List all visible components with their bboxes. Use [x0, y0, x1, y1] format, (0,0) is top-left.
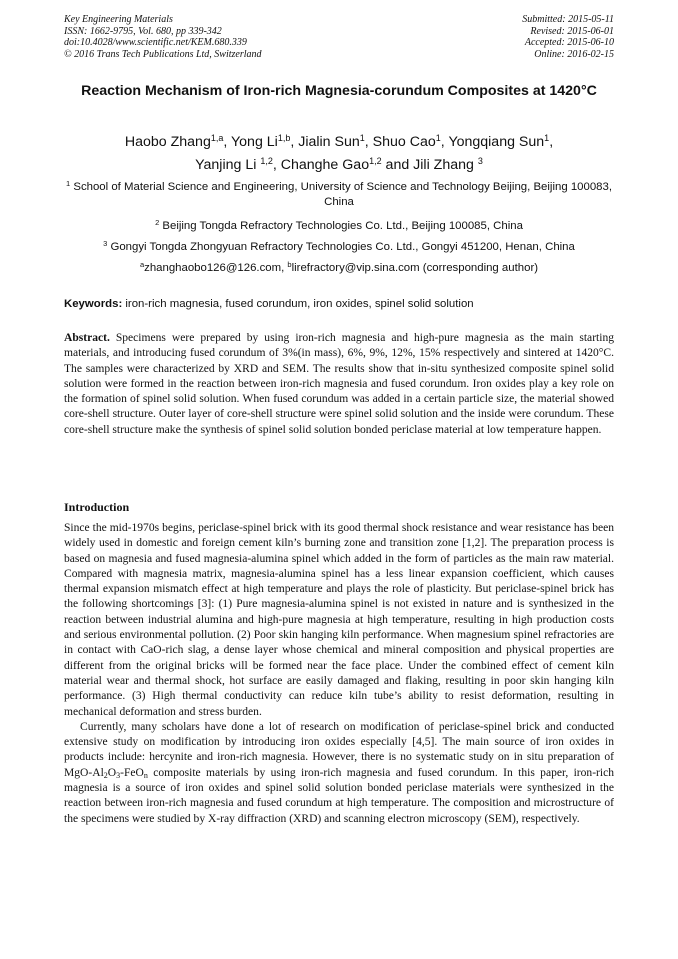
author: Yong Li$^{1,b}$,: [231, 133, 299, 150]
intro-paragraph-1: Since the mid-1970s begins, periclase-spinel brick with its good thermal shock resistance and wear resistance has been widely used in domestic and foreign cement kiln’s burning zone and transition zone [1,2]. The preparation process is based on magnesia and fused magnesia-alumina spinel which added in the form of particles as the main raw material. Compared with magnesia matrix, magnesia-alumina spinel has a less linear expansion coefficient, which causes thermal expansion mismatch effect at high temperature and plays the role of plasticity. But periclase-spinel brick has the following shortcomings [3]: (1) Pure magnesia-alumina spinel is not existed in nature and is synthesized in the reaction between industrial alumina and high-pure magnesia at high temperature, resulting in high production costs and serious environmental pollution. (2) Poor skin hanging kiln performance. When magnesium spinel refractories are in contact with CaO-rich slag, a dense layer whose chemical and mineral composition and physical properties are different from the original bricks will be formed near the face place. Under the combined effect of cement kiln material wear and thermal shock, hot surface are easily damaged and flaking, resulting in poor skin hanging kiln performance. (3) High thermal conductivity can reduce kiln tube’s ability to resist deformation, resulting in mechanical deformation and stress burden.: [64, 522, 614, 718]
abstract-label: Abstract.: [64, 332, 110, 344]
copyright-line: © 2016 Trans Tech Publications Ltd, Switzerland: [64, 48, 262, 60]
author: Jialin Sun$^1$,: [298, 133, 373, 150]
abstract: [64, 331, 614, 438]
author-emails: $^a$zhanghaobo126@126.com, $^b$lirefractory@vip.sina.com (corresponding author): [139, 260, 539, 274]
submitted-date: Submitted: 2015-05-11: [522, 14, 614, 25]
author: Yanjing Li $^{1,2}$,: [195, 156, 281, 173]
affiliation-3: $^3$ Gongyi Tongda Zhongyuan Refractory Technologies Co. Ltd., Gongyi 451200, Henan, China: [103, 239, 575, 253]
online-date: Online: 2016-02-15: [534, 48, 614, 60]
author: Haobo Zhang$^{1,a}$,: [124, 133, 231, 150]
affiliation-2: $^2$ Beijing Tongda Refractory Technologies Co. Ltd., Beijing 100085, China: [155, 218, 523, 232]
author: Jili Zhang $^3$: [413, 156, 483, 173]
author-list: [64, 131, 614, 177]
author: Shuo Cao$^1$,: [372, 133, 449, 150]
author: Yongqiang Sun$^1$,: [448, 133, 554, 150]
revised-date: Revised: 2015-06-01: [530, 25, 614, 37]
journal-name: Key Engineering Materials: [64, 14, 173, 25]
accepted-date: Accepted: 2015-06-10: [524, 37, 614, 48]
paper-title: Reaction Mechanism of Iron-rich Magnesia-corundum Composites at 1420°C: [81, 83, 597, 99]
abstract-text: Specimens were prepared by using iron-rich magnesia and high-pure magnesia as the main starting materials, and introducing fused corundum of 3%(in mass), 6%, 9%, 12%, 15% respectively and sintered at 1420°C. The samples were characterized by XRD and SEM. The results show that in-situ synthesized composite spinel solid solution were formed in the reaction between iron-rich magnesia and fused corundum. Iron oxides play a key role on the formation of spinel solid solution. When fused corundum was added in a certain particle size, the material showed core-shell structure. Outer layer of core-shell structure were spinel solid solution and the inside were corundum. These core-shell structure make the synthesis of spinel solid solution bonded periclase material at low temperature happen.: [64, 332, 614, 436]
keywords-label: Keywords:: [64, 298, 123, 310]
introduction-body: [64, 521, 614, 827]
issn-line: ISSN: 1662-9795, Vol. 680, pp 339-342: [64, 25, 222, 37]
introduction-heading: Introduction: [64, 500, 130, 514]
header-right: [522, 14, 614, 60]
doi-line: doi:10.4028/www.scientific.net/KEM.680.339: [64, 37, 247, 48]
affiliation-1: $^1$ School of Material Science and Engineering, University of Science and Technology Beijing, Beijing 100083, China: [66, 179, 612, 208]
author: Changhe Gao$^{1,2}$ and: [280, 156, 414, 173]
email-a: zhanghaobo126@126.com,: [144, 262, 288, 274]
header-left: [64, 14, 262, 60]
intro-paragraph-2: Currently, many scholars have done a lot of research on modification of periclase-spinel brick and conducted extensive study on modification by introducing iron oxides especially [4,5]. The main source of iron oxides in products include: hercynite and iron-rich magnesia. However, there is no systematic study on in situ preparation of MgO-$Al_2O_3-FeO_n$ composite materials by using iron-rich magnesia and fused corundum. In this paper, iron-rich magnesia is a source of iron oxides and spinel solid solution bonded periclase materials were synthesized in the reaction between iron-rich magnesia and fused corundum at high temperature. The composition and microstructure of the specimens were studied by X-ray diffraction (XRD) and scanning electron microscopy (SEM), respectively.: [64, 720, 614, 825]
email-b: lirefractory@vip.sina.com (corresponding author): [291, 262, 539, 274]
keywords-text: iron-rich magnesia, fused corundum, iron oxides, spinel solid solution: [122, 298, 474, 310]
keywords: [64, 297, 614, 312]
